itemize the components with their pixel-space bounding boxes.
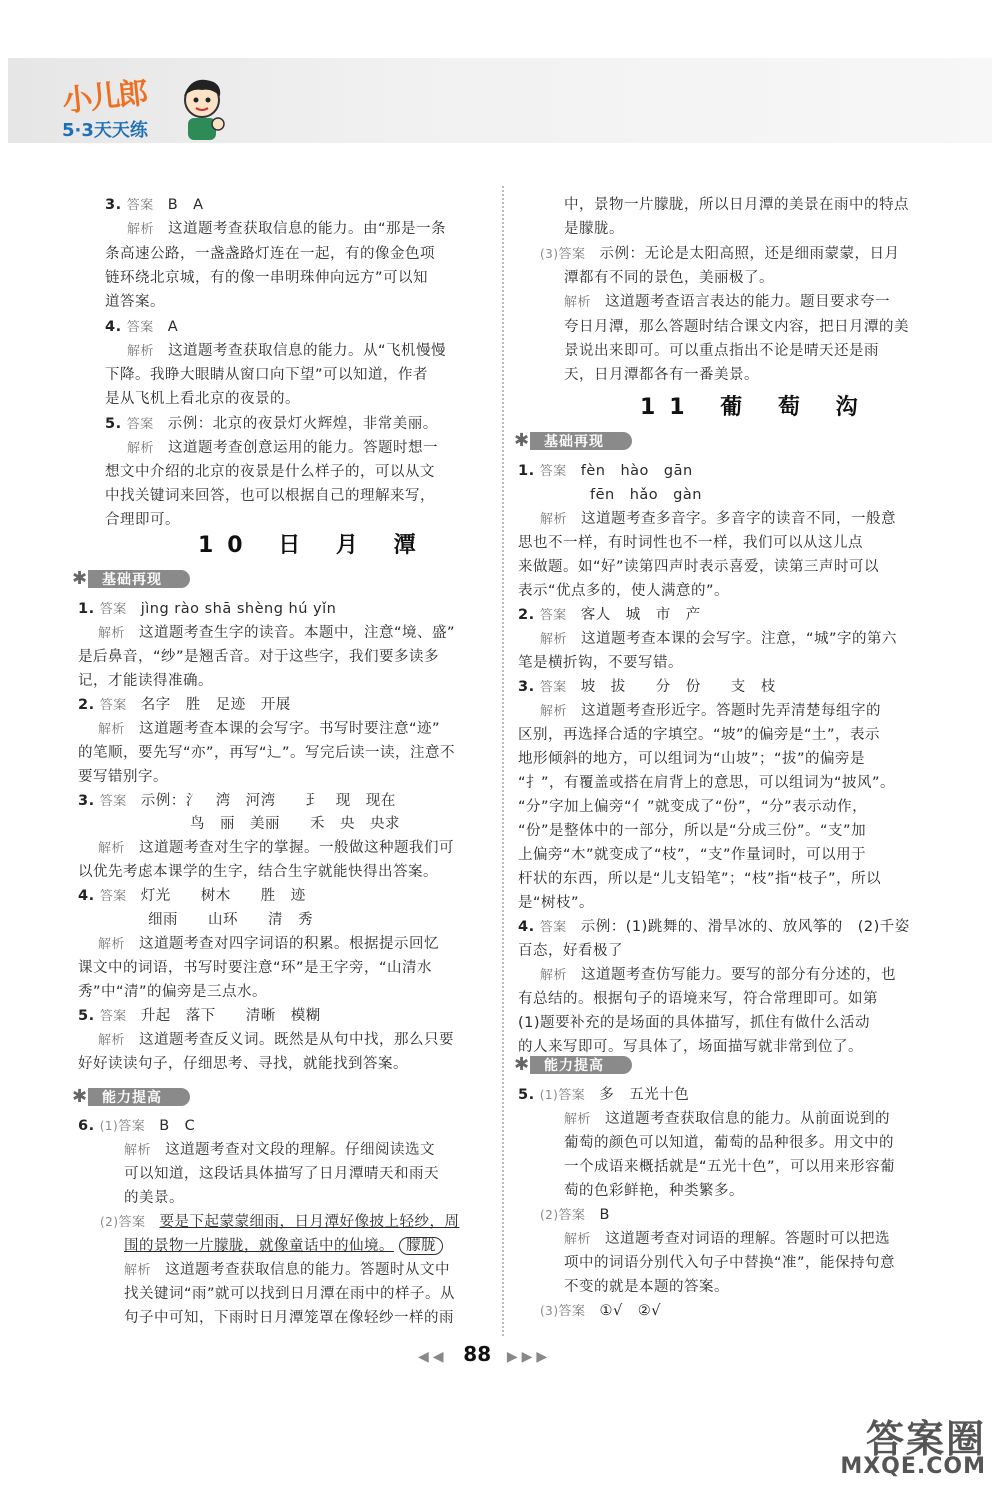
s6-2-answer-line-2 [124, 1235, 443, 1257]
text-line: 葡萄的颜色可以知道，葡萄的品种很多。用文中的 [564, 1135, 894, 1151]
t2-answer-line: 2. 答案 客人 城 市 产 [518, 607, 701, 623]
s1-analysis-line [98, 622, 455, 645]
analysis-tag: 解析 [564, 1112, 592, 1127]
text-line: 这道题考查对四字词语的积累。根据提示回忆 [139, 936, 440, 952]
text-line: 的笔顺，要先写“亦”，再写“辶”。写完后读一读，注意不 [78, 745, 456, 761]
r3-analysis-line [564, 291, 890, 314]
text-line: 地形倾斜的地方，可以组词为“山坡”；“拔”的偏旁是 [518, 751, 866, 767]
text-line: 这道题考查获取信息的能力。答题时从文中 [165, 1262, 451, 1278]
text-line: 以优先考虑本课学的生字，结合生字就能快得出答案。 [78, 864, 438, 880]
text-line: 这道题考查本课的会写字。注意，“城”字的第六 [581, 631, 898, 647]
column-divider [502, 186, 504, 1336]
mascot-icon [172, 74, 232, 144]
s2-analysis-line [98, 718, 440, 741]
answer-text: 坡 拔 分 份 支 枝 [580, 679, 776, 695]
t2-analysis-line [540, 628, 897, 651]
t3-analysis-line [540, 700, 881, 723]
text-line: 这道题考查获取信息的能力。由“那是一条 [168, 221, 447, 237]
star-icon: ✱ [514, 1054, 530, 1075]
text-line: 这道题考查对生字的掌握。一般做这种题我们可 [139, 840, 455, 856]
t1-analysis-line [540, 508, 896, 531]
sub-label: (2) [100, 1215, 119, 1229]
text-line: 这道题考查形近字。答题时先弄清楚每组字的 [581, 703, 882, 719]
text-line: 秀”中“清”的偏旁是三点水。 [78, 984, 268, 1000]
q4-analysis-line [127, 340, 446, 363]
s3-answer-line: 3. 答案 示例：氵 湾 河湾 ⺩ 现 现在 [78, 793, 396, 809]
s1-answer-line: 1. 答案 jìng rào shā shèng hú yǐn [78, 601, 337, 617]
text-line: 合理即可。 [105, 512, 180, 528]
answer-tag: 答案 [126, 417, 154, 432]
text-line: “分”字加上偏旁“亻”就变成了“份”，“分”表示动作， [518, 799, 868, 815]
watermark-url: MXQE.COM [840, 1454, 986, 1479]
analysis-tag: 解析 [98, 1033, 126, 1048]
boxed-answer: 朦胧 [399, 1237, 443, 1255]
answer-text: 要是下起蒙蒙细雨，日月潭好像披上轻纱，周 [159, 1214, 460, 1230]
sub-label: (1) [539, 1088, 559, 1102]
sub-label: (3) [540, 1304, 559, 1318]
answer-text: A [167, 319, 179, 335]
lesson-title: 10 日 月 潭 [198, 533, 430, 558]
answer-text: 示例：氵 湾 河湾 ⺩ 现 现在 [140, 793, 396, 809]
text-line: 笔是横折钩，不要写错。 [518, 655, 683, 671]
answer-text: 细雨 山环 清 秀 [148, 912, 313, 928]
answer-tag: 答案 [99, 794, 127, 809]
prev-arrows-icon: ◀◀ [418, 1349, 448, 1365]
answer-tag: 答案 [99, 602, 127, 617]
answer-tag: 答案 [539, 464, 567, 479]
text-line: (1)题要补充的是场面的具体描写，抓住有做什么活动 [518, 1015, 871, 1031]
sub-label: (3) [540, 247, 559, 261]
section-banner [72, 1086, 190, 1108]
text-line: “扌”，有覆盖或搭在肩背上的意思，可以组词为“披风”。 [518, 775, 896, 791]
analysis-tag: 解析 [98, 626, 126, 641]
answer-tag: 答案 [539, 680, 567, 695]
s6-2-answer-line [100, 1211, 460, 1234]
text-line: 有总结的。根据句子的语境来写，符合常理即可。如第 [518, 991, 878, 1007]
answer-text: 名字 胜 足迹 开展 [140, 697, 291, 713]
answer-text: 灯光 树木 胜 迹 [140, 888, 306, 904]
answer-text: B [599, 1207, 610, 1223]
s2-answer-line: 2. 答案 名字 胜 足迹 开展 [78, 697, 291, 713]
text-line: 杆状的东西，所以是“儿支铅笔”；“枝”指“枝子”，所以 [518, 871, 882, 887]
answer-text: 百态，好看极了 [518, 943, 623, 959]
next-arrows-icon: ▶▶▶ [506, 1349, 552, 1365]
q4-answer-line: 4. 答案 A [105, 319, 179, 335]
analysis-tag: 解析 [98, 722, 126, 737]
analysis-tag: 解析 [564, 1232, 592, 1247]
text-line: 下降。我睁大眼睛从窗口向下望”可以知道，作者 [105, 367, 429, 383]
answer-text: 示例：无论是太阳高照，还是细雨蒙蒙，日月 [599, 246, 900, 262]
sub-label: (2) [540, 1208, 559, 1222]
text-line: 思也不一样，有时词性也不一样，我们可以从这儿点 [518, 535, 863, 551]
text-line: 条高速公路，一盏盏路灯连在一起，有的像金色项 [105, 246, 435, 262]
banner-label: 能力提高 [544, 1058, 604, 1074]
site-watermark [796, 1408, 986, 1488]
text-line: 这道题考查反义词。既然是从句中找，那么只要 [139, 1032, 455, 1048]
text-line: 这道题考查多音字。多音字的读音不同，一般意 [581, 511, 897, 527]
answer-tag: 答案 [99, 698, 127, 713]
watermark-title: 答案圈 [865, 1417, 986, 1461]
q3-answer-line: 3. 答案 B A [105, 197, 204, 213]
answer-tag: 答案 [99, 889, 127, 904]
analysis-tag: 解析 [124, 1143, 152, 1158]
answer-text: B C [159, 1118, 196, 1134]
text-line: 表示“优点多的，使人满意的”。 [518, 583, 730, 599]
answer-tag: 答案 [126, 320, 154, 335]
text-line: 找关键词“雨”就可以找到日月潭在雨中的样子。从 [124, 1286, 456, 1302]
text-line: 链环绕北京城，有的像一串明珠伸向远方”可以知 [105, 270, 429, 286]
text-line: 夸日月潭，那么答题时结合课文内容，把日月潭的美 [564, 319, 909, 335]
s4-answer-line: 4. 答案 灯光 树木 胜 迹 [78, 888, 306, 904]
text-line: 想文中介绍的北京的夜景是什么样子的，可以从文 [105, 464, 435, 480]
s6-1-analysis-line [124, 1139, 435, 1162]
s5-answer-line: 5. 答案 升起 落下 清晰 模糊 [78, 1008, 321, 1024]
s5-analysis-line [98, 1029, 454, 1052]
analysis-tag: 解析 [540, 632, 568, 647]
analysis-tag: 解析 [98, 841, 126, 856]
star-icon: ✱ [514, 430, 530, 451]
banner-label: 基础再现 [102, 572, 162, 588]
section-banner [514, 430, 632, 452]
text-line: “份”是整体中的一部分，所以是“分成三份”。“支”加 [518, 823, 867, 839]
answer-tag: 答案 [539, 608, 567, 623]
text-line: 是后鼻音，“纱”是翘舌音。对于这些字，我们要多读多 [78, 649, 440, 665]
answer-text: 客人 城 市 产 [580, 607, 701, 623]
analysis-tag: 解析 [540, 512, 568, 527]
logo-title: 小儿郎 [60, 75, 148, 120]
banner-label: 基础再现 [544, 434, 604, 450]
t5-3-answer-line [540, 1300, 661, 1323]
s6-1-answer-line: 6. (1)答案 B C [78, 1118, 196, 1134]
analysis-tag: 解析 [127, 441, 155, 456]
text-line: 这道题考查生字的读音。本题中，注意“境、盛” [139, 625, 456, 641]
text-line: 句子中可知，下雨时日月潭笼罩在像轻纱一样的雨 [124, 1310, 454, 1326]
text-line: 好好读读句子，仔细思考、寻找，就能找到答案。 [78, 1056, 408, 1072]
banner-label: 能力提高 [102, 1090, 162, 1106]
answer-text: B A [167, 197, 204, 213]
text-line: 是“树枝”。 [518, 895, 595, 911]
analysis-tag: 解析 [127, 344, 155, 359]
answer-text: fèn hào gān [580, 463, 693, 479]
text-line: 中找关键词来回答，也可以根据自己的理解来写， [105, 488, 435, 504]
text-line: 道答案。 [105, 294, 165, 310]
t5-2-answer-line [540, 1204, 610, 1227]
q5-analysis-line [127, 437, 438, 460]
analysis-tag: 解析 [98, 937, 126, 952]
brand-logo [62, 68, 242, 148]
t3-answer-line: 3. 答案 坡 拔 分 份 支 枝 [518, 679, 776, 695]
text-line: 上偏旁“木”就变成了“枝”，“支”作量词时，可以用于 [518, 847, 867, 863]
analysis-tag: 解析 [540, 704, 568, 719]
answer-text: 示例：(1)跳舞的、滑旱冰的、放风筝的 (2)千姿 [580, 919, 910, 935]
s4-analysis-line [98, 933, 439, 956]
answer-text: ①√ ②√ [599, 1303, 661, 1319]
answer-text: 鸟 丽 美丽 禾 央 央求 [190, 816, 400, 832]
text-line: 是朦胧。 [564, 221, 624, 237]
q5-answer-line: 5. 答案 示例：北京的夜景灯火辉煌，非常美丽。 [105, 416, 438, 432]
answer-text: fēn hǎo gàn [590, 487, 702, 503]
text-line: 的人来写即可。写具体了，场面描写就非常到位了。 [518, 1039, 863, 1055]
text-line: 记，才能读得准确。 [78, 673, 213, 689]
t1-answer-line: 1. 答案 fèn hào gān [518, 463, 693, 479]
analysis-tag: 解析 [540, 968, 568, 983]
t5-2-analysis-line [564, 1228, 890, 1251]
text-line: 的美景。 [124, 1190, 184, 1206]
text-line: 区别，再选择合适的字填空。“坡”的偏旁是“土”，表示 [518, 727, 881, 743]
answer-tag: 答案 [126, 198, 154, 213]
page-number: 88 [463, 1342, 492, 1366]
t4-analysis-line [540, 964, 896, 987]
page-number-bar [418, 1342, 551, 1366]
answer-text: 示例：北京的夜景灯火辉煌，非常美丽。 [167, 416, 438, 432]
text-line: 要写错别字。 [78, 769, 168, 785]
answer-tag: 答案 [118, 1215, 146, 1230]
text-line: 中，景物一片朦胧，所以日月潭的美景在雨中的特点 [564, 197, 909, 213]
answer-tag: 答案 [558, 1304, 586, 1319]
text-line: 课文中的词语，书写时要注意“环”是王字旁，“山清水 [78, 960, 433, 976]
s6-2-analysis-line [124, 1259, 450, 1282]
answer-text: 多 五光十色 [599, 1087, 690, 1103]
analysis-tag: 解析 [127, 222, 155, 237]
sub-label: (1) [99, 1119, 119, 1133]
q3-analysis-line [127, 218, 446, 241]
text-line: 一个成语来概括就是“五光十色”，可以用来形容葡 [564, 1159, 896, 1175]
answer-tag: 答案 [558, 247, 586, 262]
text-line: 景说出来即可。可以重点指出不论是晴天还是雨 [564, 343, 879, 359]
answer-tag: 答案 [539, 920, 567, 935]
lesson-title: 11 葡 萄 沟 [640, 395, 872, 420]
answer-tag: 答案 [558, 1208, 586, 1223]
text-line: 这道题考查对词语的理解。答题时可以把选 [605, 1231, 891, 1247]
text-line: 不变的就是本题的答案。 [564, 1279, 729, 1295]
text-line: 来做题。如“好”读第四声时表示喜爱，读第三声时可以 [518, 559, 880, 575]
s3-analysis-line [98, 837, 454, 860]
analysis-tag: 解析 [124, 1263, 152, 1278]
section-banner [72, 568, 190, 590]
text-line: 这道题考查仿写能力。要写的部分有分述的，也 [581, 967, 897, 983]
text-line: 是从飞机上看北京的夜景的。 [105, 391, 300, 407]
text-line: 这道题考查对文段的理解。仔细阅读选文 [165, 1142, 436, 1158]
star-icon: ✱ [72, 1086, 88, 1107]
text-line: 这道题考查语言表达的能力。题目要求夸一 [605, 294, 891, 310]
t4-answer-line: 4. 答案 示例：(1)跳舞的、滑旱冰的、放风筝的 (2)千姿 [518, 919, 910, 935]
answer-tag: 答案 [99, 1009, 127, 1024]
text-line: 天，日月潭都各有一番美景。 [564, 367, 759, 383]
text-line: 项中的词语分别代入句子中替换“准”，能保持句意 [564, 1255, 896, 1271]
text-line: 这道题考查本课的会写字。书写时要注意“迹” [139, 721, 441, 737]
t5-1-analysis-line [564, 1108, 890, 1131]
analysis-tag: 解析 [564, 295, 592, 310]
text-line: 萄的色彩鲜艳，种类繁多。 [564, 1183, 744, 1199]
r3-answer-line [540, 243, 900, 266]
logo-subtitle: 5·3天天练 [62, 120, 148, 141]
answer-text: jìng rào shā shèng hú yǐn [140, 601, 337, 617]
t5-1-answer-line: 5. (1)答案 多 五光十色 [518, 1087, 690, 1103]
star-icon: ✱ [72, 568, 88, 589]
answer-text: 围的景物一片朦胧，就像童话中的仙境。 [124, 1238, 394, 1254]
answer-text: 潭都有不同的景色，美丽极了。 [564, 270, 774, 286]
text-line: 这道题考查创意运用的能力。答题时想一 [168, 440, 439, 456]
text-line: 可以知道，这段话具体描写了日月潭晴天和雨天 [124, 1166, 439, 1182]
answer-tag: 答案 [118, 1119, 146, 1134]
answer-text: 升起 落下 清晰 模糊 [140, 1008, 321, 1024]
section-banner [514, 1054, 632, 1076]
text-line: 这道题考查获取信息的能力。从“飞机慢慢 [168, 343, 447, 359]
text-line: 这道题考查获取信息的能力。从前面说到的 [605, 1111, 891, 1127]
answer-tag: 答案 [558, 1088, 586, 1103]
